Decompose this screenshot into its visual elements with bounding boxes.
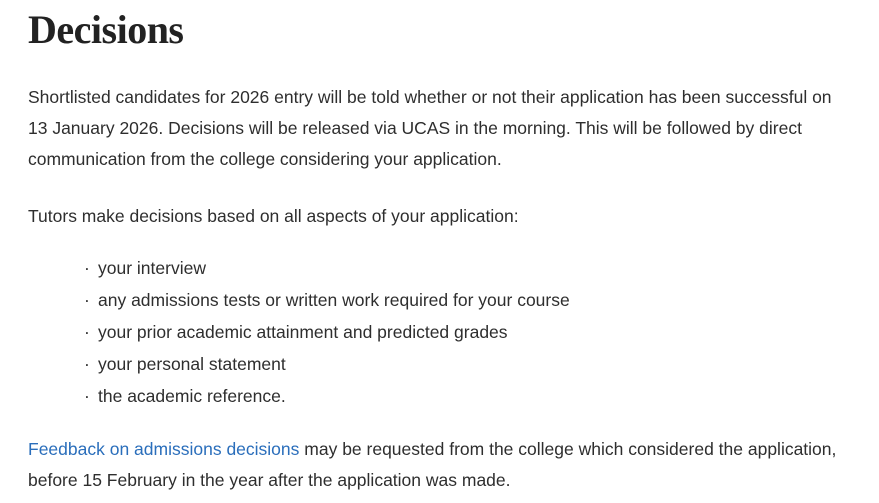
list-intro-paragraph: Tutors make decisions based on all aspects of your application: [28, 206, 519, 226]
feedback-paragraph [28, 434, 851, 496]
page-title: Decisions [28, 7, 184, 52]
document-page [0, 8, 879, 496]
decision-criteria-list [28, 252, 851, 412]
intro-paragraph: Shortlisted candidates for 2026 entry will be told whether or not their application has been successful on 13 January 2026. Decisions will be released via UCAS in the morning. This will be followed by direct communication from the college considering your application. [28, 87, 832, 169]
list-item: · any admissions tests or written work required for your course [86, 284, 851, 316]
list-item: · your personal statement [86, 348, 851, 380]
list-item: · your prior academic attainment and predicted grades [86, 316, 851, 348]
list-item: · the academic reference. [86, 380, 851, 412]
feedback-paragraph-text: may be requested from the college which considered the application, before 15 February in the year after the application was made. [28, 439, 837, 490]
feedback-on-admissions-decisions-link[interactable]: Feedback on admissions decisions [28, 439, 300, 459]
list-item: · your interview [86, 252, 851, 284]
